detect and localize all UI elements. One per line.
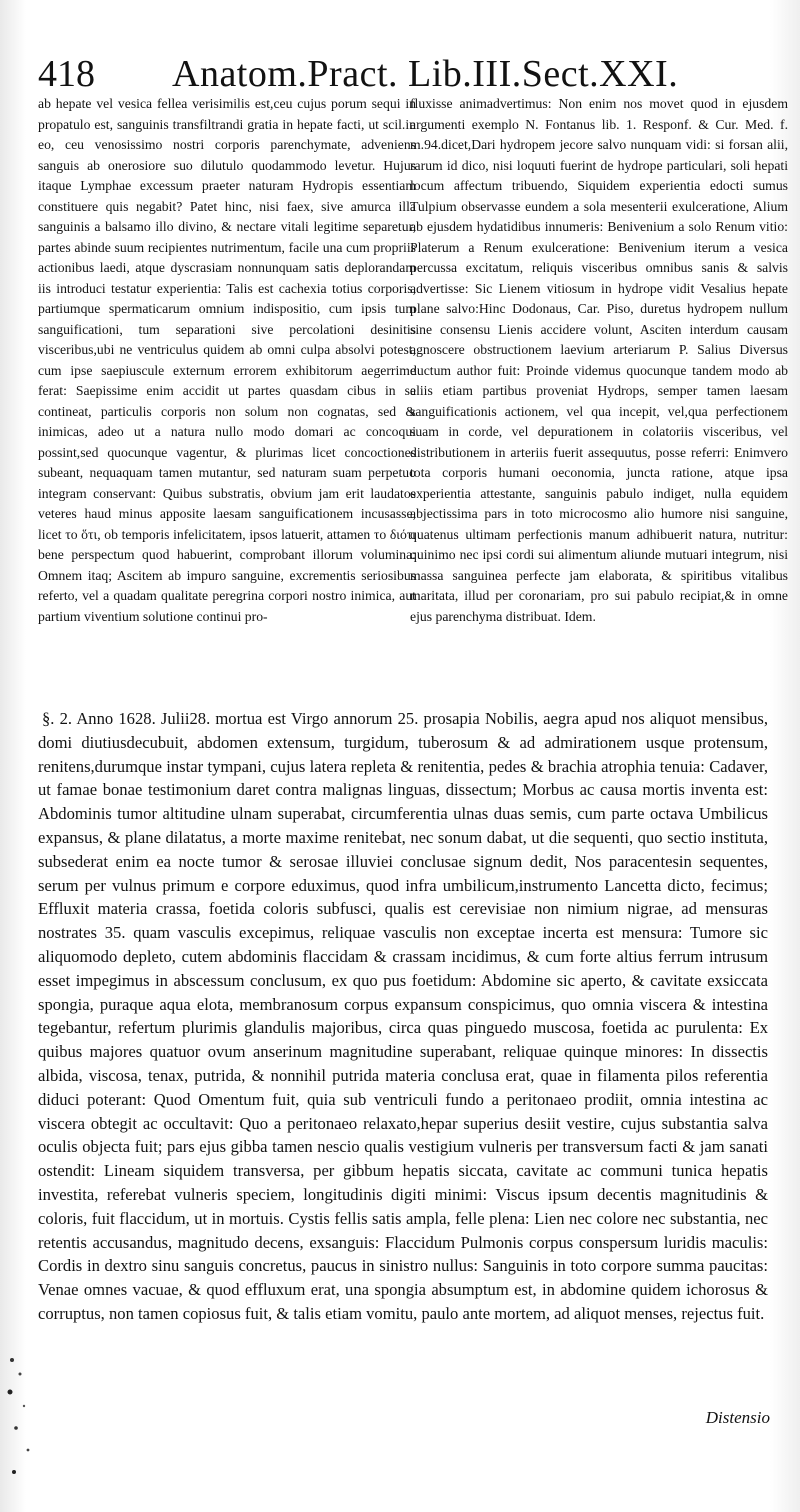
section-text: §. 2. Anno 1628. Julii28. mortua est Virgo annorum 25. prosapia Nobilis, aegra apud nos aliquot mensibus, domi diutiusdecubuit, abdomen extensum, turgidum, tuberosum & ad admirationem usque protensum, renitens,durumque instar tympani, cujus latera repleta & renitentia, pedes & brachia atrophia tenuia: Cadaver, ut famae bonae testimonium daret contra malignas linguas, dissectum; Morbus ac causa mortis inventa est: Abdominis tumor altitudine ulnam superabat, circumferentia ulnas duas semis, cum parte octava Umbilicus expansus, & plane dilatatus, a morte maxime renitebat, nec sonum dabat, ut die sequenti, quo sectio instituta, subsederat enim ea nocte tumor & serosae illuviei conclusae signum dedit, Nos paracentesin sequentes, serum per vulnus primum e corpore eduximus, quod infra umbilicum,instrumento Lancetta dicto, fecimus; Effluxit materia crassa, foetida coloris subfusci, qualis est cerevisiae non nimium nigrae, ad mensuras nostrates 35. quam vasculis excepimus, reliquae vasculis non exceptae incerta est mensura: Tumore sic aliquomodo depleto, cutem abdominis flaccidam & crassam incidimus, & cum forte altius ferrum intrusum esset impegimus in abscessum conclusum, ex quo pus foetidum: Abdomine sic aperto, & cavitate exsiccata spongia, puraque aqua elota, membranosum corpus expansum conspicimus, quo omnia viscera & intestina tegebantur, refertum plurimis glandulis majoribus, circa quas pinguedo muscosa, foetida ac purulenta: Ex quibus majores quatuor ovum anserinum magnitudine superabant, reliquae quinque minores: In dissectis albida, viscosa, tenax, putrida, & nonnihil putrida materia conclusa erat, quae in filamenta pilos referentia diduci poterant: Quod Omentum fuit, quia sub ventriculi fundo a peritonaeo prodiit, omnia intestina ac viscera obtegit ac occultavit: Quo a peritonaeo relaxato,hepar superius desiit vestire, cujus substantia salva oculis objecta fuit; pars ejus gibba tamen nescio qualis vestigium vulneris per transversum facti & jam sanati ostendit: Lineam siquidem transversa, per gibbum hepatis siccata, cavitate ac communi tunica hepatis investita, referebat vulneris speciem, longitudinis digiti minimi: Viscus ipsum decentis magnitudinis & coloris, fuit flaccidum, ut in mortuis. Cystis fellis satis ampla, felle plena: Lien nec colore nec substantia, nec retentis accusandus, magnitudo decens, exsanguis: Flaccidum Pulmonis corpus conspersum luridis maculis: Cordis in dextro sinu sanguis concretus, paucus in sinistro nullus: Sanguinis in toto corpore summa paucitas: Venae omnes vacuae, & quod effluxum erat, una spongia absumptum est, in abdomine quidem ichorosus & corruptus, non tamen copiosus fuit, & talis etiam vomitu, paulo ante mortem, ad aliquot menses, rejectus fuit. xyxy=(38,709,768,1323)
right-column-text: fluxisse animadvertimus: Non enim nos movet quod in ejusdem argumenti exemplo N. Fontanus lib. 1. Responf. & Cur. Med. f. m.94.dicet,Dari hydropem jecore salvo nunquam vidi: si forsan alii, rarum id dico, nisi loquuti fuerint de hydrope particulari, soli hepati locum affectum tribuendo, Siquidem experientia edocti sumus Tulpium observasse eundem a sola mesenterii exulceratione, Alium ab ejusdem hydatidibus innumeris: Benivenium a solo Renum vitio: Platerum a Renum exulceratione: Benivenium iterum a vesica percussa excitatum, reliquis visceribus omnibus sanis & salvis advertisse: Sic Lienem vitiosum in hydrope vidit Vesalius hepate plane salvo:Hinc Dodonaus, Car. Piso, duretus hydropem nullum sine consensu Lienis accidere volunt, Asciten interdum causam agnoscere obstructionem laevium arteriarum P. Salius Diversus ductum author fuit: Proinde videmus quocunque tandem modo ab aliis etiam partibus proveniat Hydrops, semper tamen laesam sanguificationis actionem, vel qua incepit, vel,qua perfectionem suam in corde, vel depurationem in colatoriis visceribus, vel distributionem in arteriis fuerit assequutus, posse referri: Enimvero tota corporis humani oeconomia, juncta ratione, atque ipsa experientia attestante, sanguinis pabulo indiget, nulla equidem abjectissima pars in toto microcosmo alio humore nisi sanguine, quatenus ultimam perfectionis manum adhibuerit natura, nutritur: quinimo nec ipsi cordi sui alimentum aliunde mutuari integrum, nisi massa sanguinea perfecte jam elaborata, & spiritibus vitalibus maritata, illud per coronariam, pro sui pabulo recipiat,& in omne ejus parenchyma distribuat. Idem. xyxy=(410,96,788,624)
page-header xyxy=(32,52,772,100)
page-number: 418 xyxy=(38,53,95,95)
section-paragraph xyxy=(38,707,768,1326)
left-column xyxy=(38,94,416,627)
left-column-text: ab hepate vel vesica fellea verisimilis est,ceu cujus porum sequi in propatulo est, sanguinis transfiltrandi gratia in hepate facti, ut scil.in eo, ceu venosissimo nostri corporis parenchymate, adveniens sanguis ab onerosiore suo dilutulo quodammodo levetur. Hujus itaque Lymphae excessum praeter naturam Hydropis essentiam constituere quis negabit? Patet hinc, nisi faex, sive amurca illa sanguinis a balsamo illo divino, & nectare vitali legitime separetur, partes abinde suum recipientes nutrimentum, facile una cum propriis actionibus laedi, atque dyscrasiam nonnunquam satis deplorandam iis introduci testatur experientia: Talis est cachexia totius corporis, partiumque spermaticarum omnium indispositio, cum ipsis tum sanguificationi, tum separationi sive percolationi desinitis visceribus,ubi ne ventriculus quidem ab omni culpa absolvi potest, cum ipse saepiuscule externum errorem exhibitorum aegerrime ferat: Saepissime enim accidit ut partes quasdam cibus in se contineat, particulis corporis non solum non cognatas, sed & inimicas, adeo ut a natura nullo modo domari ac concoqui possint,sed quocunque vagentur, & plurimas licet concoctiones subeant, nequaquam tamen mutantur, sed naturam suam perpetuo integram conservant: Quibus substratis, obvium jam erit laudatos veteres haud minus apposite laesam sanguificationem incusasse, licet το ὅτι, ob temporis infelicitatem, ipsos latuerit, attamen το διότι bene perspectum quod habuerint, comprobant illorum volumina: Omnem itaq; Ascitem ab impuro sanguine, excrementis seriosibus referto, vel a quadam qualitate peregrina corpori nostro inimica, aut partium viventium solutione continui pro- xyxy=(38,96,416,624)
margin-smudge xyxy=(2,1340,36,1490)
catchword: Distensio xyxy=(705,1408,770,1427)
right-column xyxy=(410,94,788,627)
running-head: Anatom.Pract. Lib.III.Sect.XXI. xyxy=(172,53,679,95)
